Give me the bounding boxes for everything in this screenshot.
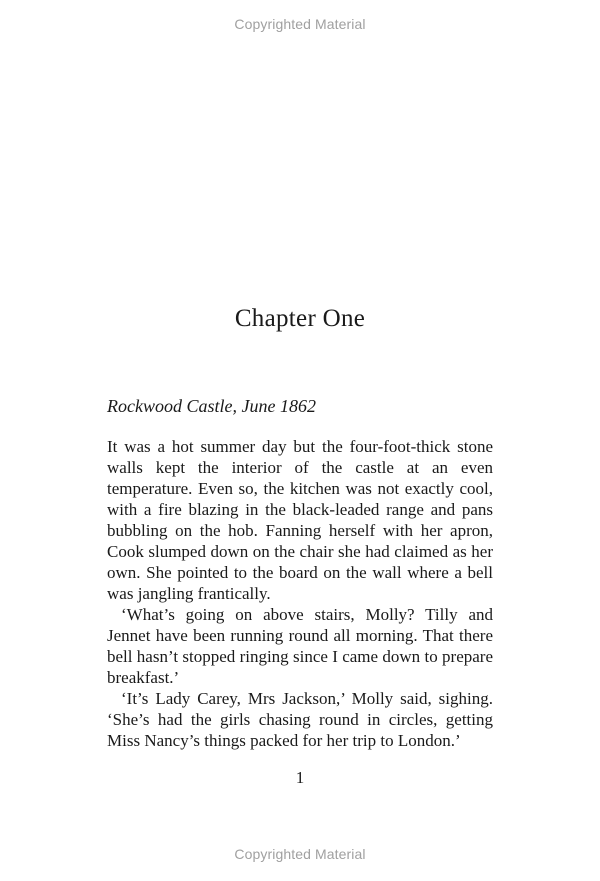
chapter-dateline: Rockwood Castle, June 1862	[107, 396, 316, 416]
watermark-bottom: Copyrighted Material	[234, 846, 366, 862]
paragraph-3: ‘It’s Lady Carey, Mrs Jackson,’ Molly said, sighing. ‘She’s had the girls chasing round in circles, getting Miss Nancy’s things packed for her trip to London.’	[107, 689, 493, 750]
paragraph-2: ‘What’s going on above stairs, Molly? Tilly and Jennet have been running round all morning. That there bell hasn’t stopped ringing since I came down to prepare breakfast.’	[107, 605, 493, 687]
page-number: 1	[295, 768, 305, 787]
watermark-top: Copyrighted Material	[234, 16, 366, 32]
body-text	[107, 436, 493, 751]
chapter-title: Chapter One	[234, 305, 366, 332]
paragraph-1: It was a hot summer day but the four-foot-thick stone walls kept the interior of the castle at an even temperature. Even so, the kitchen was not exactly cool, with a fire blazing in the black-leaded range and pans bubbling on the hob. Fanning herself with her apron, Cook slumped down on the chair she had claimed as her own. She pointed to the board on the wall where a bell was jangling frantically.	[107, 437, 493, 603]
